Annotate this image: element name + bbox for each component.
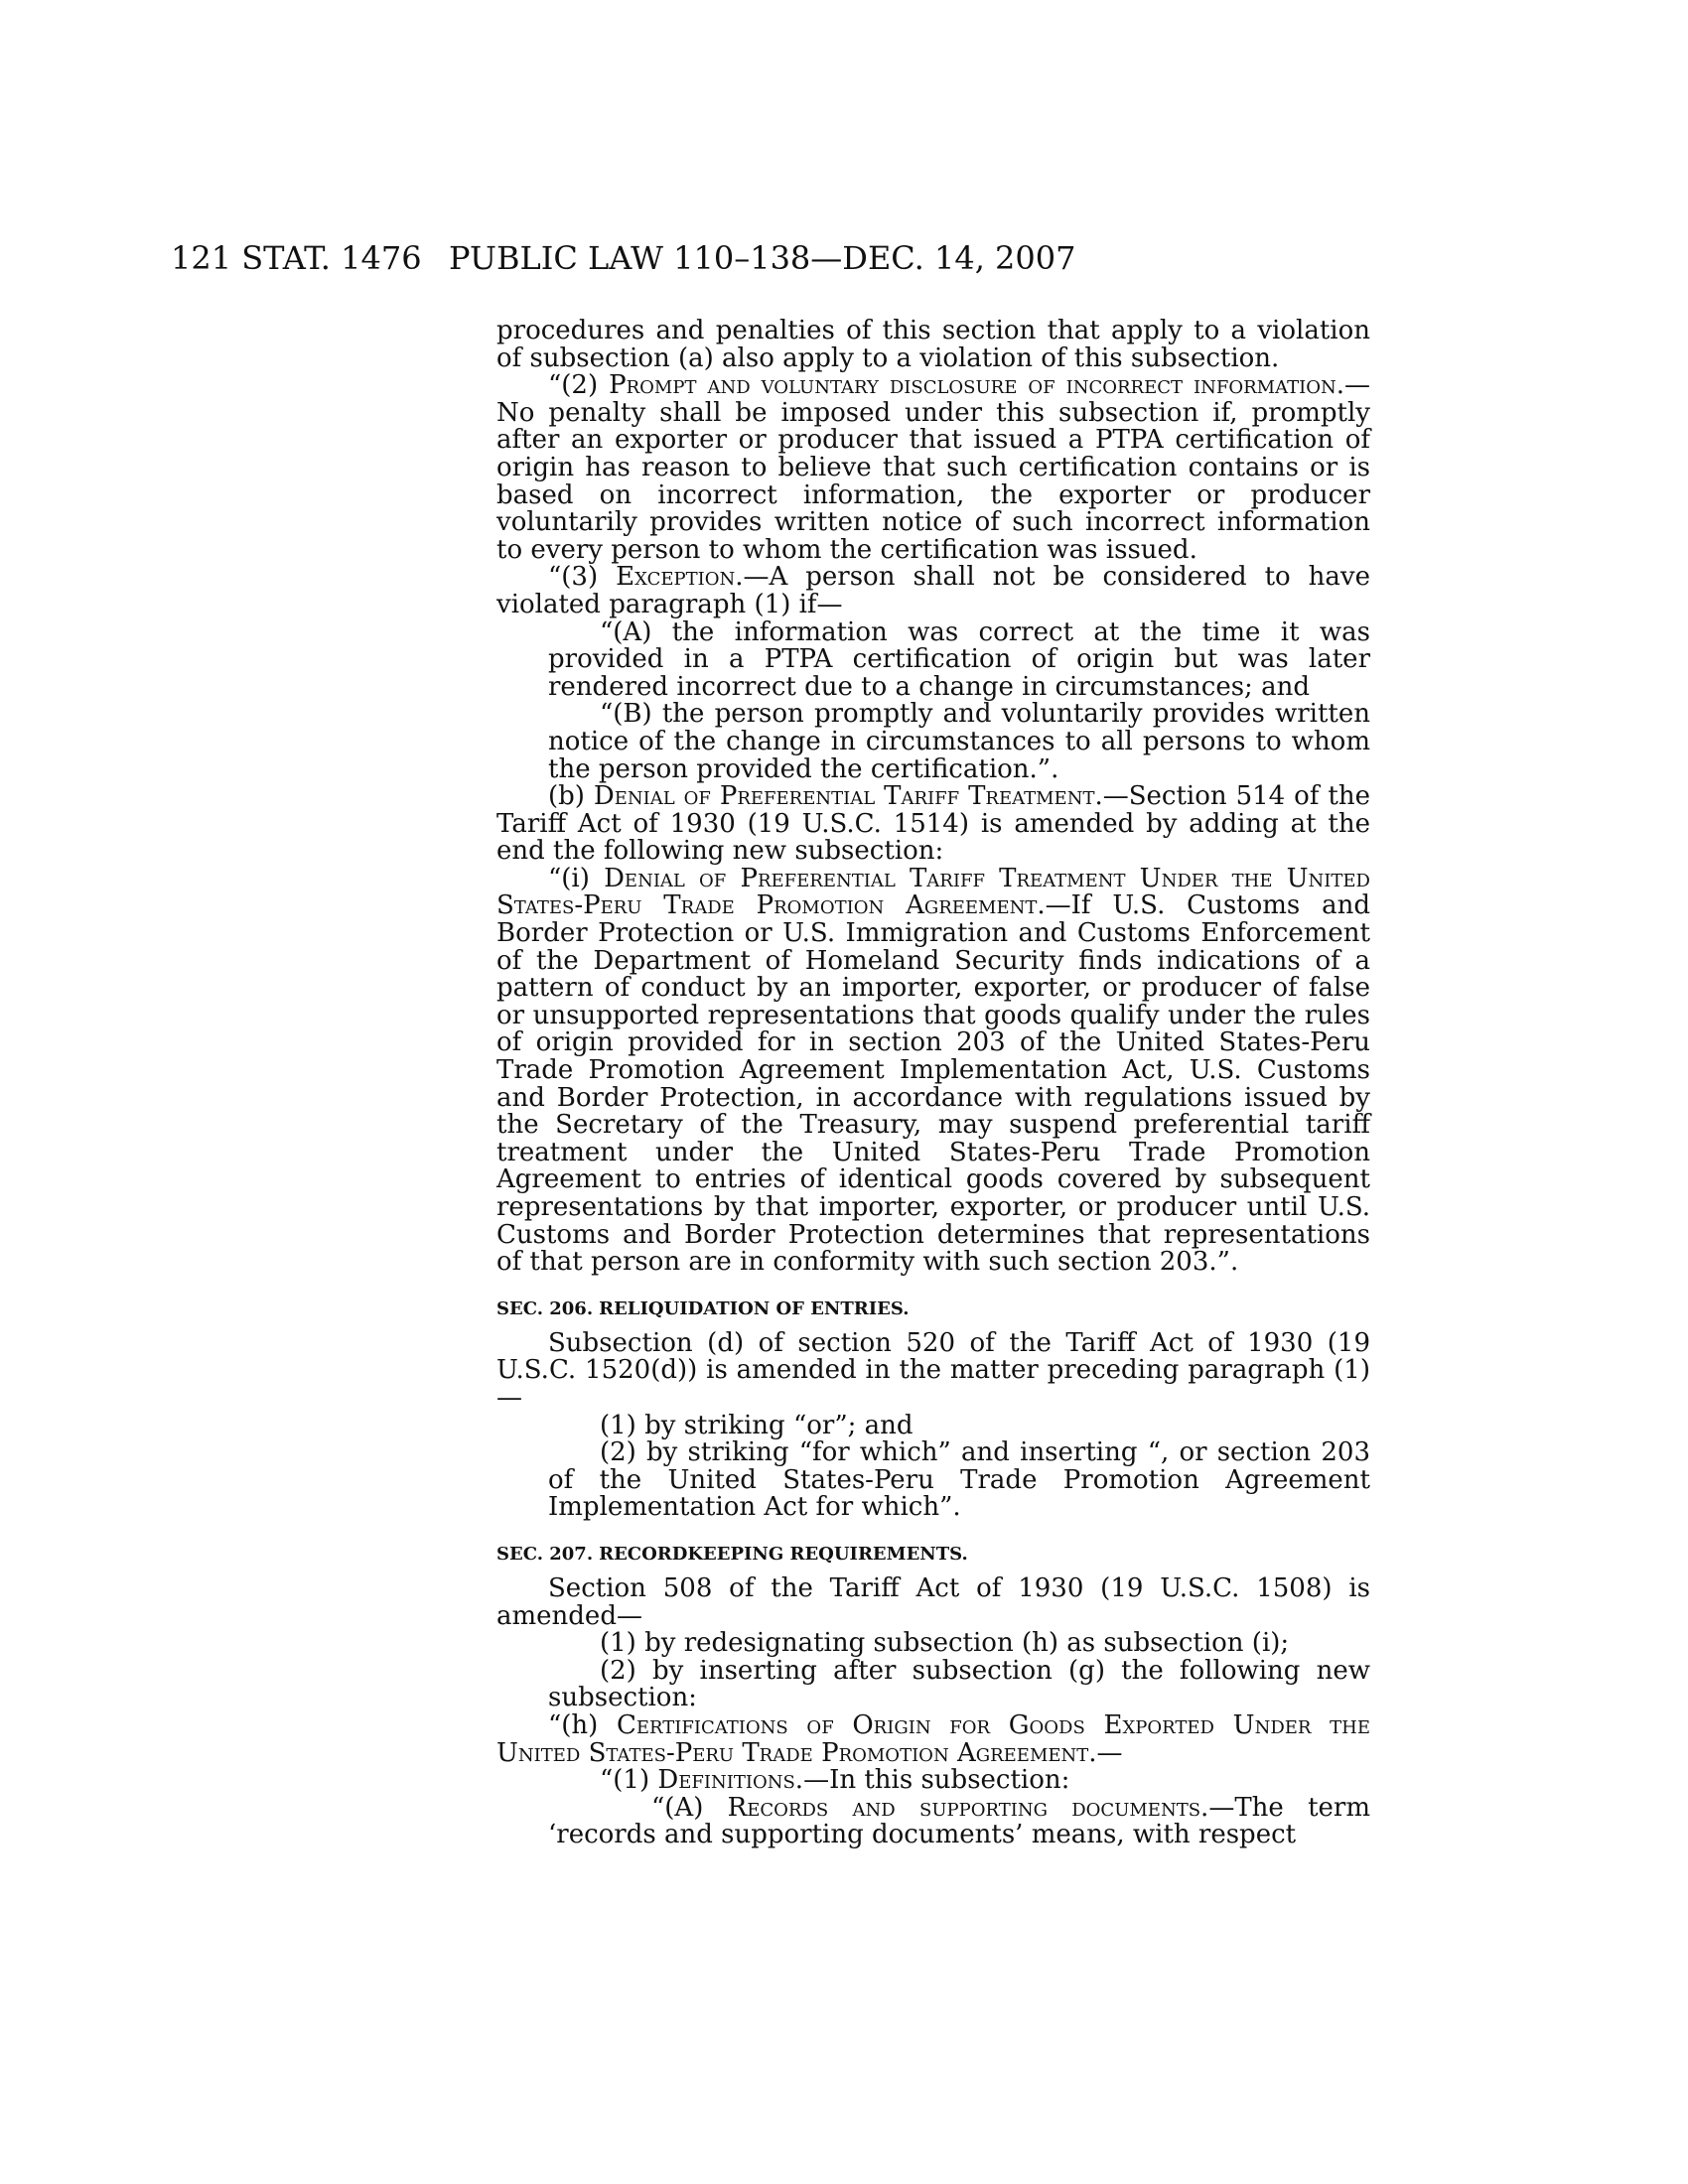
section-207-item-1: (1) by redesignating subsection (h) as subsection (i); [600,1628,1290,1659]
subsection-heading: Denial of Preferential Tariff Treatment. [593,781,1103,812]
subparagraph-b: “(B) the person promptly and voluntarily provides written notice of the change in circumstances to all persons to whom the person provided the certification.”. [548,699,1370,784]
section-206-item-1: (1) by striking “or”; and [600,1410,914,1440]
law-title: PUBLIC LAW 110–138—DEC. 14, 2007 [449,239,1076,277]
subparagraph-heading: Records and supporting documents. [727,1792,1209,1823]
page-id: 121 STAT. 1476 [171,239,422,277]
paragraph-3-exception: “(3) Exception.—A person shall not be considered to have violated paragraph (1) if— [496,562,1370,619]
section-207-item-2: (2) by inserting after subsection (g) the following new subsection: [548,1655,1370,1713]
subsection-heading: Certifications of Origin for Goods Exported Under the United States-Peru Trade Promotion Agreement. [496,1709,1370,1768]
subparagraph-a-records: “(A) Records and supporting documents.—The term ‘records and supporting documents’ means, with respect [548,1792,1370,1850]
paragraph-heading: Definitions. [657,1765,804,1796]
paragraph-continuation: procedures and penalties of this section that apply to a violation of subsection (a) also apply to a violation of this subsection. [496,316,1370,373]
subsection-heading: Denial of Preferential Tariff Treatment Under the United States-Peru Trade Promotion Agreement. [496,863,1370,921]
section-206-item-2: (2) by striking “for which” and inserting “, or section 203 of the United States-Peru Trade Promotion Agreement Implementation Act for which”. [548,1437,1370,1523]
section-207-intro: Section 508 of the Tariff Act of 1930 (19 U.S.C. 1508) is amended— [496,1572,1370,1631]
section-206-intro: Subsection (d) of section 520 of the Tariff Act of 1930 (19 U.S.C. 1520(d)) is amended in the matter preceding paragraph (1)— [496,1327,1370,1413]
paragraph-2-disclosure: “(2) Prompt and voluntary disclosure of incorrect information.—No penalty shall be imposed under this subsection if, promptly after an exporter or producer that issued a PTPA certification of origin has reason to believe that such certification contains or is based on incorrect information, the exporter or producer voluntarily provides written notice of such incorrect information to every person to whom the certification was issued. [496,370,1370,565]
paragraph-heading: Exception. [616,562,744,593]
subparagraph-a: “(A) the information was correct at the time it was provided in a PTPA certification of origin but was later rendered incorrect due to a change in circumstances; and [548,616,1370,702]
paragraph-1-definitions: “(1) Definitions.—In this subsection: [600,1765,1070,1796]
section-207-heading: SEC. 207. RECORDKEEPING REQUIREMENTS. [496,1543,968,1565]
running-header [171,238,1362,278]
section-206-heading: SEC. 206. RELIQUIDATION OF ENTRIES. [496,1297,910,1319]
subsection-b-denial: (b) Denial of Preferential Tariff Treatment.—Section 514 of the Tariff Act of 1930 (19 U.S.C. 1514) is amended by adding at the end the following new subsection: [496,781,1370,867]
page-body [496,318,1370,1849]
subsection-i-denial: “(i) Denial of Preferential Tariff Treatment Under the United States-Peru Trade Promotion Agreement.—If U.S. Customs and Border Protection or U.S. Immigration and Customs Enforcement of the Department of Homeland Security finds indications of a pattern of conduct by an importer, exporter, or producer of false or unsupported representations that goods qualify under the rules of origin provided for in section 203 of the United States-Peru Trade Promotion Agreement Implementation Act, U.S. Customs and Border Protection, in accordance with regulations issued by the Secretary of the Treasury, may suspend preferential tariff treatment under the United States-Peru Trade Promotion Agreement to entries of identical goods covered by subsequent representations by that importer, exporter, or producer until U.S. Customs and Border Protection determines that representations of that person are in conformity with such section 203.”. [496,863,1370,1278]
subsection-h-certifications: “(h) Certifications of Origin for Goods Exported Under the United States-Peru Trade Promotion Agreement.— [496,1709,1370,1768]
paragraph-heading: Prompt and voluntary disclosure of incorrect information. [609,370,1344,401]
